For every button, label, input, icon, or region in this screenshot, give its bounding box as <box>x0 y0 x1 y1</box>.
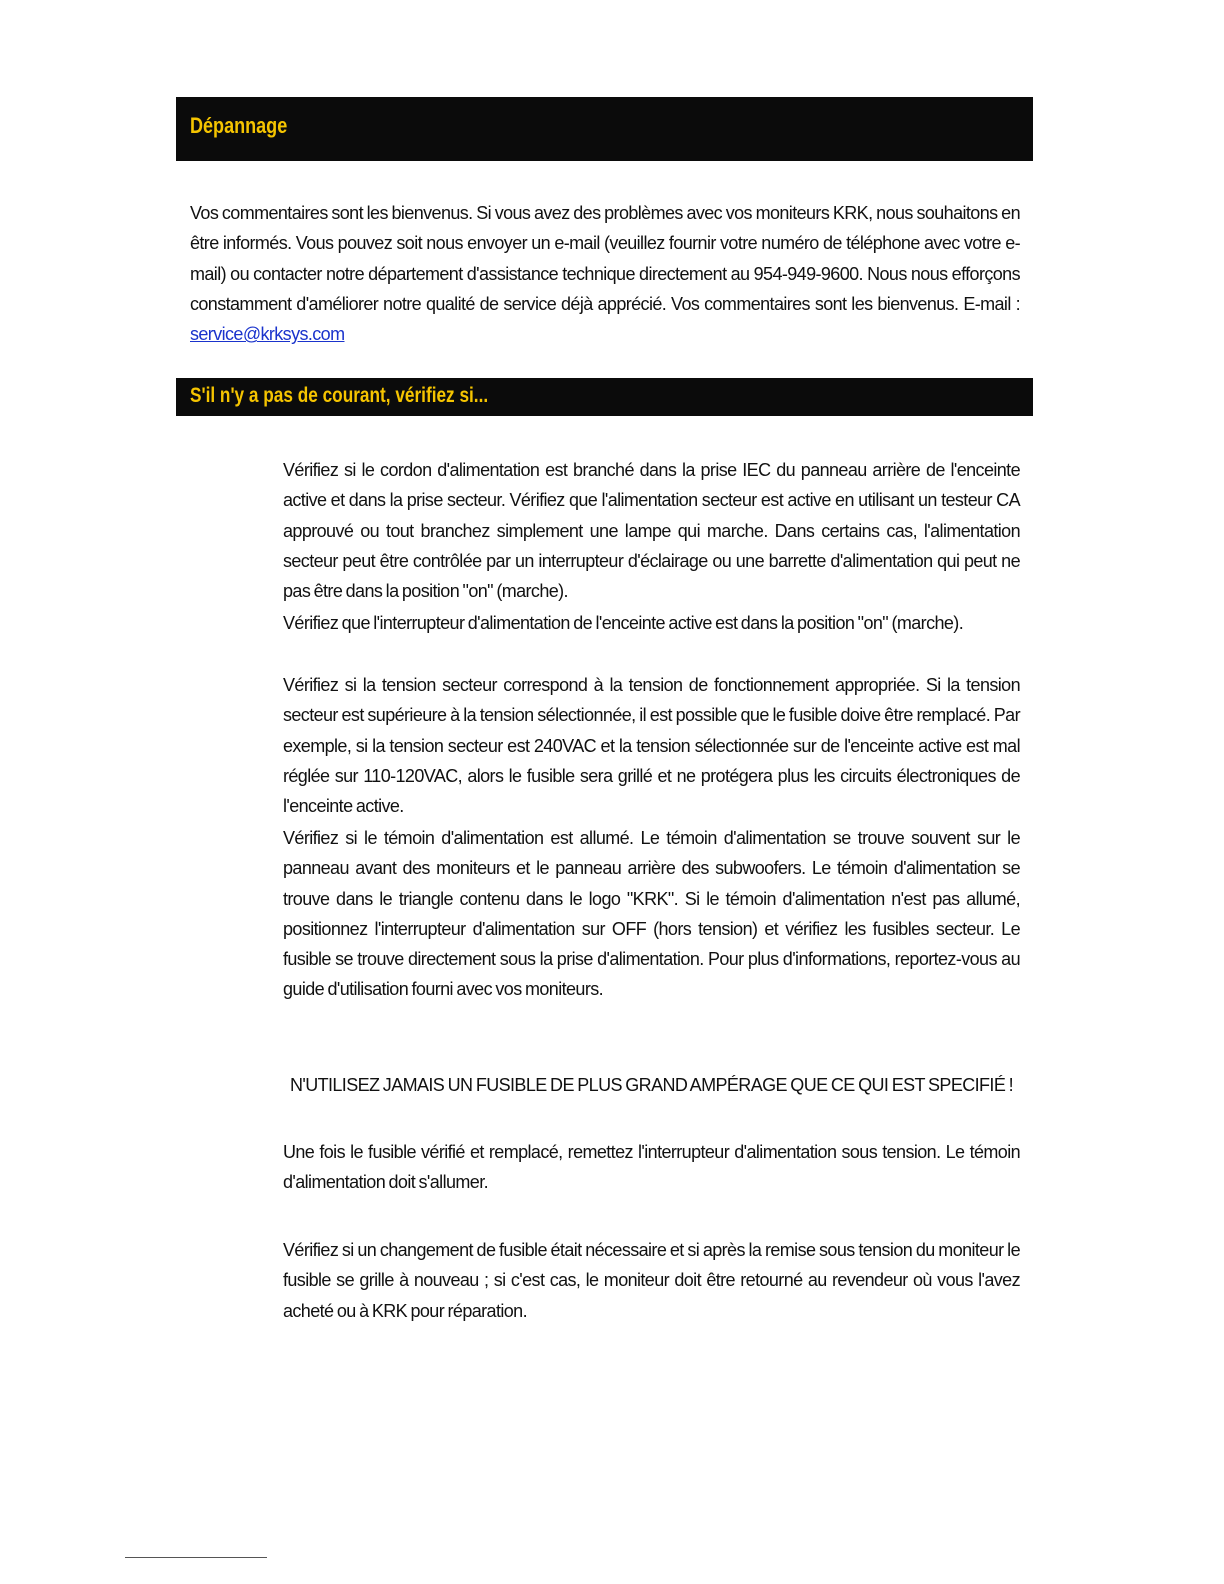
check-power-led-paragraph: Vérifiez si le témoin d'alimentation est allumé. Le témoin d'alimentation se trouve souvent sur le panneau avant des moniteurs et le panneau arrière des subwoofers. Le témoin d'alimentation se trouve dans le triangle contenu dans le logo "KRK". Si le témoin d'alimentation n'est pas allumé, positionnez l'interrupteur d'alimentation sur OFF (hors tension) et vérifiez les fusibles secteur. Le fusible se trouve directement sous la prise d'alimentation. Pour plus d'informations, reportez-vous au guide d'utilisation fourni avec vos moniteurs. <box>283 828 1020 1000</box>
check-power-cord-paragraph: Vérifiez si le cordon d'alimentation est branché dans la prise IEC du panneau arrière de l'enceinte active et dans la prise secteur. Vérifiez que l'alimentation secteur est active en utilisant un testeur CA approuvé ou tout branchez simplement une lampe qui marche. Dans certains cas, l'alimentation secteur peut être contrôlée par un interrupteur d'éclairage ou une barrette d'alimentation qui peut ne pas être dans la position "on" (marche). <box>283 460 1020 602</box>
return-for-repair-paragraph: Vérifiez si un changement de fusible était nécessaire et si après la remise sous tension du moniteur le fusible se grille à nouveau ; si c'est cas, le moniteur doit être retourné au revendeur où vous l'avez acheté ou à KRK pour réparation. <box>283 1240 1020 1321</box>
section-header-depannage <box>176 97 1033 161</box>
fuse-warning: N'UTILISEZ JAMAIS UN FUSIBLE DE PLUS GRAND AMPÉRAGE QUE CE QUI EST SPECIFIÉ ! <box>289 1075 1014 1095</box>
footnote-divider <box>125 1557 267 1558</box>
support-email-link[interactable]: service@krksys.com <box>190 324 345 345</box>
section-title: Dépannage <box>190 113 288 138</box>
check-voltage-paragraph: Vérifiez si la tension secteur correspond à la tension de fonctionnement appropriée. Si la tension secteur est supérieure à la tension sélectionnée, il est possible que le fusible doive être remplacé. Par exemple, si la tension secteur est 240VAC et la tension sélectionnée sur de l'enceinte active est mal réglée sur 110-120VAC, alors le fusible sera grillé et ne protégera plus les circuits électroniques de l'enceinte active. <box>283 675 1020 817</box>
fuse-replaced-paragraph: Une fois le fusible vérifié et remplacé, remettez l'interrupteur d'alimentation sous tension. Le témoin d'alimentation doit s'allumer. <box>283 1142 1020 1193</box>
section-header-no-power <box>176 378 1033 416</box>
intro-text: Vos commentaires sont les bienvenus. Si vous avez des problèmes avec vos moniteurs KRK, nous souhaitons en être informés. Vous pouvez soit nous envoyer un e-mail (veuillez fournir votre numéro de téléphone avec votre e-mail) ou contacter notre département d'assistance technique directement au 954-949-9600. Nous nous efforçons constamment d'améliorer notre qualité de service déjà apprécié. Vos commentaires sont les bienvenus. E-mail : <box>190 203 1020 314</box>
section-title: S'il n'y a pas de courant, vérifiez si... <box>190 384 489 407</box>
intro-paragraph <box>190 198 1020 349</box>
check-power-switch-paragraph: Vérifiez que l'interrupteur d'alimentation de l'enceinte active est dans la position "on" (marche). <box>283 613 964 633</box>
